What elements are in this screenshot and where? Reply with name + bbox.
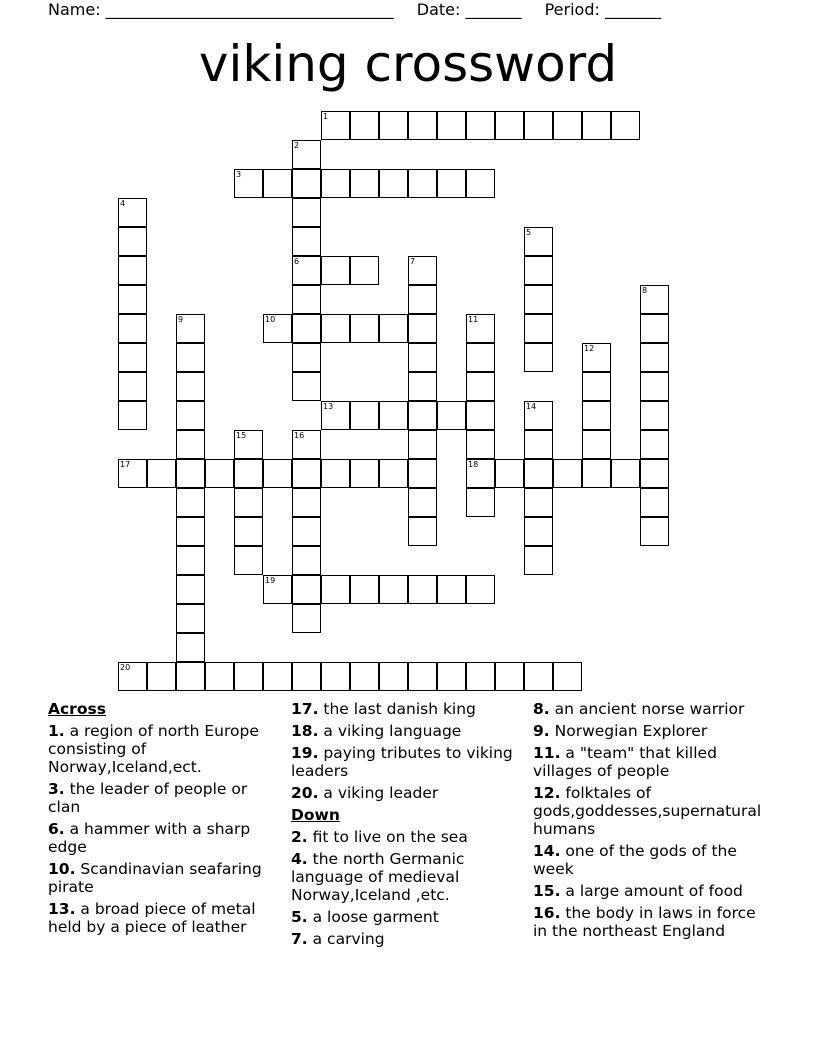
crossword-cell[interactable] xyxy=(118,372,147,401)
crossword-cell[interactable] xyxy=(379,575,408,604)
crossword-cell[interactable] xyxy=(263,459,292,488)
crossword-cell[interactable] xyxy=(408,285,437,314)
crossword-cell[interactable] xyxy=(176,575,205,604)
crossword-cell[interactable] xyxy=(408,517,437,546)
crossword-cell[interactable] xyxy=(234,488,263,517)
crossword-cell[interactable] xyxy=(466,111,495,140)
crossword-cell[interactable] xyxy=(176,488,205,517)
crossword-cell[interactable] xyxy=(176,343,205,372)
crossword-cell[interactable] xyxy=(437,111,466,140)
clue-item: 8. an ancient norse warrior xyxy=(533,700,745,718)
crossword-cell[interactable] xyxy=(118,314,147,343)
crossword-cell[interactable] xyxy=(582,372,611,401)
crossword-cell[interactable] xyxy=(147,459,176,488)
crossword-cell[interactable] xyxy=(408,662,437,691)
crossword-cell[interactable] xyxy=(118,459,147,488)
crossword-cell[interactable] xyxy=(321,256,350,285)
crossword-cell[interactable] xyxy=(292,372,321,401)
crossword-cell[interactable] xyxy=(321,111,350,140)
crossword-cell[interactable] xyxy=(640,459,669,488)
crossword-cell[interactable] xyxy=(292,430,321,459)
crossword-cell[interactable] xyxy=(176,430,205,459)
crossword-cell[interactable] xyxy=(379,111,408,140)
clue-number: 9 xyxy=(178,315,184,324)
crossword-cell[interactable] xyxy=(292,662,321,691)
name-field[interactable]: Name: ____________________________________ xyxy=(48,0,394,19)
across-heading: Across xyxy=(48,700,106,718)
clue-number: 12 xyxy=(584,344,595,353)
crossword-cell[interactable] xyxy=(292,169,321,198)
crossword-cell[interactable] xyxy=(147,662,176,691)
crossword-cell[interactable] xyxy=(292,256,321,285)
down-heading: Down xyxy=(291,806,340,824)
crossword-cell[interactable] xyxy=(524,285,553,314)
crossword-cell[interactable] xyxy=(350,111,379,140)
crossword-cell[interactable] xyxy=(263,314,292,343)
crossword-cell[interactable] xyxy=(408,430,437,459)
crossword-cell[interactable] xyxy=(466,662,495,691)
crossword-cell[interactable] xyxy=(524,111,553,140)
crossword-cell[interactable] xyxy=(118,401,147,430)
clue-column-2 xyxy=(291,700,523,952)
clue-number: 1 xyxy=(323,112,329,121)
crossword-cell[interactable] xyxy=(408,343,437,372)
clue-item: 20. a viking leader xyxy=(291,784,439,802)
crossword-cell[interactable] xyxy=(292,198,321,227)
crossword-cell[interactable] xyxy=(379,459,408,488)
crossword-cell[interactable] xyxy=(350,256,379,285)
clue-number: 11 xyxy=(468,315,479,324)
crossword-cell[interactable] xyxy=(321,169,350,198)
crossword-cell[interactable] xyxy=(466,575,495,604)
crossword-cell[interactable] xyxy=(292,140,321,169)
clue-column-1 xyxy=(48,700,273,940)
clue-item: 6. a hammer with a sharp edge xyxy=(48,820,251,856)
crossword-cell[interactable] xyxy=(466,401,495,430)
clue-item: 11. a "team" that killed villages of people xyxy=(533,744,717,780)
crossword-cell[interactable] xyxy=(118,343,147,372)
crossword-cell[interactable] xyxy=(640,401,669,430)
crossword-cell[interactable] xyxy=(437,401,466,430)
crossword-cell[interactable] xyxy=(321,314,350,343)
crossword-cell[interactable] xyxy=(292,314,321,343)
crossword-cell[interactable] xyxy=(292,575,321,604)
crossword-cell[interactable] xyxy=(263,169,292,198)
crossword-cell[interactable] xyxy=(466,343,495,372)
crossword-cell[interactable] xyxy=(118,256,147,285)
crossword-cell[interactable] xyxy=(292,459,321,488)
crossword-cell[interactable] xyxy=(524,459,553,488)
crossword-cell[interactable] xyxy=(176,546,205,575)
crossword-cell[interactable] xyxy=(408,372,437,401)
worksheet-header xyxy=(48,0,679,19)
crossword-cell[interactable] xyxy=(640,517,669,546)
crossword-cell[interactable] xyxy=(524,256,553,285)
crossword-cell[interactable] xyxy=(524,517,553,546)
crossword-cell[interactable] xyxy=(321,662,350,691)
crossword-cell[interactable] xyxy=(176,401,205,430)
crossword-cell[interactable] xyxy=(263,575,292,604)
crossword-cell[interactable] xyxy=(466,314,495,343)
crossword-cell[interactable] xyxy=(524,546,553,575)
clue-item: 7. a carving xyxy=(291,930,385,948)
crossword-cell[interactable] xyxy=(495,111,524,140)
clue-number: 14 xyxy=(526,402,537,411)
clue-item: 5. a loose garment xyxy=(291,908,439,926)
crossword-cell[interactable] xyxy=(466,459,495,488)
clue-item: 19. paying tributes to viking leaders xyxy=(291,744,513,780)
crossword-cell[interactable] xyxy=(350,314,379,343)
crossword-cell[interactable] xyxy=(582,459,611,488)
crossword-cell[interactable] xyxy=(350,662,379,691)
crossword-cell[interactable] xyxy=(234,517,263,546)
clue-item: 13. a broad piece of metal held by a piece of leather xyxy=(48,900,256,936)
crossword-cell[interactable] xyxy=(263,662,292,691)
crossword-cell[interactable] xyxy=(205,459,234,488)
clue-item: 10. Scandinavian seafaring pirate xyxy=(48,860,262,896)
crossword-cell[interactable] xyxy=(176,372,205,401)
clue-number: 6 xyxy=(294,257,300,266)
crossword-cell[interactable] xyxy=(176,459,205,488)
clue-number: 3 xyxy=(236,170,242,179)
crossword-cell[interactable] xyxy=(292,343,321,372)
crossword-cell[interactable] xyxy=(466,372,495,401)
crossword-cell[interactable] xyxy=(640,372,669,401)
crossword-cell[interactable] xyxy=(437,169,466,198)
crossword-cell[interactable] xyxy=(321,575,350,604)
clue-number: 10 xyxy=(265,315,276,324)
clue-item: 15. a large amount of food xyxy=(533,882,743,900)
clue-item: 12. folktales of gods,goddesses,supernatural humans xyxy=(533,784,762,838)
crossword-cell[interactable] xyxy=(292,604,321,633)
clue-item: 14. one of the gods of the week xyxy=(533,842,737,878)
clue-item: 3. the leader of people or clan xyxy=(48,780,248,816)
crossword-cell[interactable] xyxy=(118,285,147,314)
crossword-cell[interactable] xyxy=(205,662,234,691)
crossword-cell[interactable] xyxy=(292,227,321,256)
crossword-cell[interactable] xyxy=(640,314,669,343)
crossword-cell[interactable] xyxy=(495,459,524,488)
clue-number: 7 xyxy=(410,257,416,266)
crossword-cell[interactable] xyxy=(176,604,205,633)
crossword-cell[interactable] xyxy=(234,430,263,459)
crossword-cell[interactable] xyxy=(437,662,466,691)
crossword-cell[interactable] xyxy=(582,430,611,459)
crossword-cell[interactable] xyxy=(553,662,582,691)
crossword-cell[interactable] xyxy=(553,111,582,140)
crossword-cell[interactable] xyxy=(437,575,466,604)
crossword-cell[interactable] xyxy=(524,227,553,256)
crossword-cell[interactable] xyxy=(466,430,495,459)
clue-item: 4. the north Germanic language of medieval Norway,Iceland ,etc. xyxy=(291,850,465,904)
clue-number: 16 xyxy=(294,431,305,440)
crossword-cell[interactable] xyxy=(640,343,669,372)
crossword-cell[interactable] xyxy=(234,662,263,691)
crossword-cell[interactable] xyxy=(118,662,147,691)
crossword-cell[interactable] xyxy=(524,343,553,372)
crossword-cell[interactable] xyxy=(553,459,582,488)
crossword-cell[interactable] xyxy=(524,430,553,459)
crossword-cell[interactable] xyxy=(292,488,321,517)
crossword-cell[interactable] xyxy=(408,459,437,488)
crossword-cell[interactable] xyxy=(379,662,408,691)
crossword-cell[interactable] xyxy=(524,488,553,517)
crossword-cell[interactable] xyxy=(524,314,553,343)
crossword-cell[interactable] xyxy=(379,401,408,430)
crossword-cell[interactable] xyxy=(408,488,437,517)
crossword-cell[interactable] xyxy=(350,169,379,198)
clue-item: 2. fit to live on the sea xyxy=(291,828,468,846)
crossword-cell[interactable] xyxy=(321,401,350,430)
clue-number: 15 xyxy=(236,431,247,440)
crossword-cell[interactable] xyxy=(408,575,437,604)
crossword-cell[interactable] xyxy=(350,459,379,488)
crossword-cell[interactable] xyxy=(408,256,437,285)
crossword-cell[interactable] xyxy=(379,169,408,198)
crossword-cell[interactable] xyxy=(350,401,379,430)
period-field[interactable]: Period: _______ xyxy=(544,0,661,19)
crossword-cell[interactable] xyxy=(611,111,640,140)
crossword-cell[interactable] xyxy=(640,285,669,314)
crossword-cell[interactable] xyxy=(321,459,350,488)
crossword-cell[interactable] xyxy=(234,169,263,198)
crossword-cell[interactable] xyxy=(118,198,147,227)
crossword-cell[interactable] xyxy=(408,314,437,343)
crossword-cell[interactable] xyxy=(234,459,263,488)
crossword-cell[interactable] xyxy=(292,546,321,575)
clue-item: 17. the last danish king xyxy=(291,700,476,718)
page-title: viking crossword xyxy=(198,35,618,93)
crossword-cell[interactable] xyxy=(408,111,437,140)
crossword-cell[interactable] xyxy=(292,285,321,314)
clue-number: 18 xyxy=(468,460,479,469)
crossword-cell[interactable] xyxy=(495,662,524,691)
clue-number: 17 xyxy=(120,460,131,469)
crossword-cell[interactable] xyxy=(582,401,611,430)
crossword-cell[interactable] xyxy=(176,662,205,691)
crossword-cell[interactable] xyxy=(234,546,263,575)
clue-column-3 xyxy=(533,700,773,944)
clue-item: 1. a region of north Europe consisting of Norway,Iceland,ect. xyxy=(48,722,259,776)
clue-number: 20 xyxy=(120,663,131,672)
clue-number: 4 xyxy=(120,199,126,208)
clue-item: 18. a viking language xyxy=(291,722,462,740)
date-field[interactable]: Date: _______ xyxy=(416,0,522,19)
crossword-cell[interactable] xyxy=(524,662,553,691)
crossword-cell[interactable] xyxy=(176,633,205,662)
crossword-cell[interactable] xyxy=(640,488,669,517)
crossword-cell[interactable] xyxy=(640,430,669,459)
crossword-cell[interactable] xyxy=(176,314,205,343)
clue-item: 16. the body in laws in force in the northeast England xyxy=(533,904,756,940)
crossword-cell[interactable] xyxy=(466,169,495,198)
crossword-cell[interactable] xyxy=(611,459,640,488)
clue-number: 8 xyxy=(642,286,648,295)
crossword-cell[interactable] xyxy=(582,111,611,140)
crossword-cell[interactable] xyxy=(118,227,147,256)
crossword-cell[interactable] xyxy=(408,401,437,430)
clue-number: 5 xyxy=(526,228,532,237)
crossword-cell[interactable] xyxy=(292,517,321,546)
crossword-cell[interactable] xyxy=(408,169,437,198)
clue-number: 2 xyxy=(294,141,300,150)
crossword-cell[interactable] xyxy=(350,575,379,604)
clue-number: 13 xyxy=(323,402,334,411)
clue-number: 19 xyxy=(265,576,276,585)
crossword-cell[interactable] xyxy=(176,517,205,546)
crossword-cell[interactable] xyxy=(466,488,495,517)
clue-item: 9. Norwegian Explorer xyxy=(533,722,708,740)
crossword-cell[interactable] xyxy=(582,343,611,372)
crossword-cell[interactable] xyxy=(379,314,408,343)
crossword-cell[interactable] xyxy=(524,401,553,430)
